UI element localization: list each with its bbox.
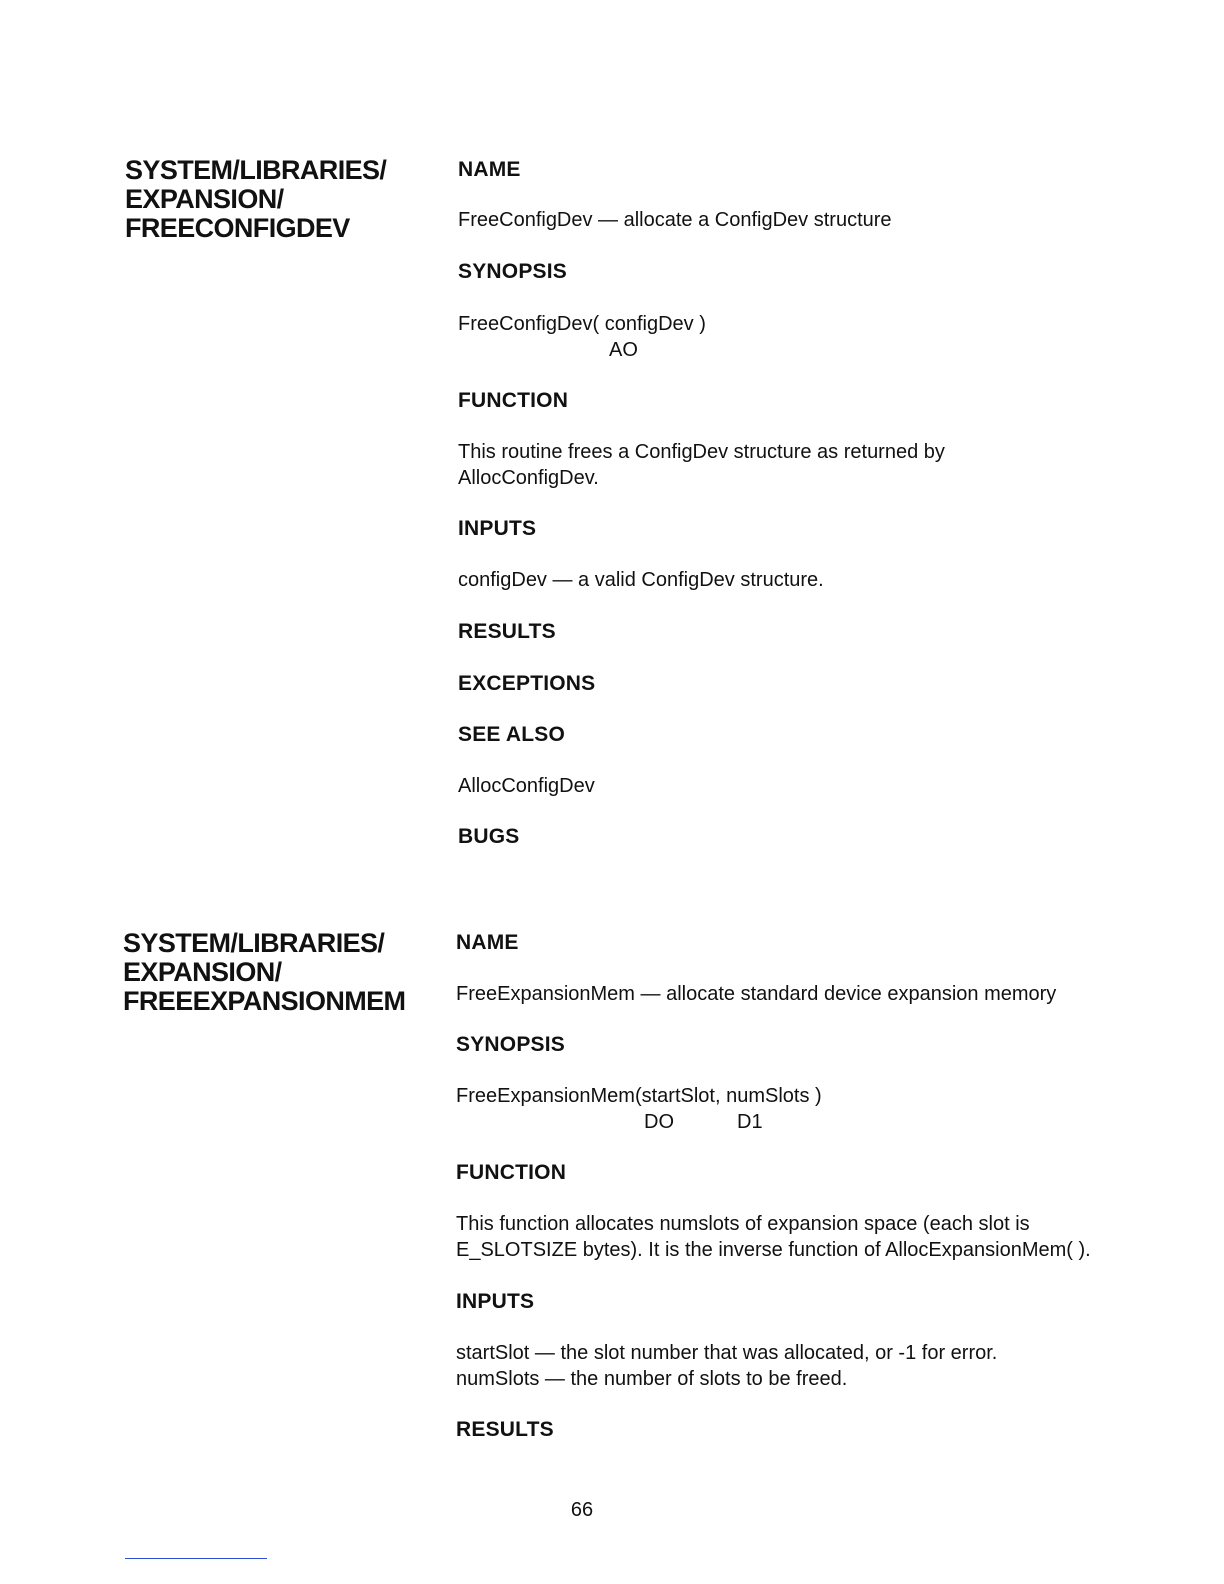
synopsis-register: D1 <box>737 1111 763 1133</box>
title-line: EXPANSION/ <box>123 957 282 987</box>
see-also-heading: SEE ALSO <box>458 723 566 746</box>
synopsis-register: AO <box>609 339 638 361</box>
page-number: 66 <box>570 1499 594 1521</box>
function-heading: FUNCTION <box>456 1161 567 1184</box>
inputs-heading: INPUTS <box>456 1290 535 1313</box>
function-line: AllocConfigDev. <box>458 467 599 489</box>
name-heading: NAME <box>456 931 519 954</box>
function-text <box>456 1211 1091 1263</box>
inputs-line: configDev — a valid ConfigDev structure. <box>458 569 824 591</box>
bugs-heading: BUGS <box>458 825 520 848</box>
synopsis-call: FreeConfigDev( configDev ) <box>458 313 706 335</box>
title-line: SYSTEM/LIBRARIES/ <box>125 155 387 185</box>
function-heading: FUNCTION <box>458 389 569 412</box>
title-line: EXPANSION/ <box>125 184 284 214</box>
entry-title-freeconfigdev <box>125 156 386 243</box>
title-line: SYSTEM/LIBRARIES/ <box>123 928 385 958</box>
inputs-text <box>456 1340 997 1392</box>
exceptions-heading: EXCEPTIONS <box>458 672 596 695</box>
function-line: This routine frees a ConfigDev structure as returned by <box>458 441 945 463</box>
name-text: FreeConfigDev — allocate a ConfigDev structure <box>458 209 892 231</box>
name-text: FreeExpansionMem — allocate standard device expansion memory <box>456 983 1057 1005</box>
name-heading: NAME <box>458 158 521 181</box>
entry-title-freeexpansionmem <box>123 929 405 1016</box>
footnote-divider <box>125 1558 267 1559</box>
title-line: FREECONFIGDEV <box>125 213 350 243</box>
inputs-heading: INPUTS <box>458 517 537 540</box>
title-line: FREEEXPANSIONMEM <box>123 986 406 1016</box>
inputs-text <box>458 567 824 593</box>
synopsis-heading: SYNOPSIS <box>456 1033 565 1056</box>
see-also-text: AllocConfigDev <box>458 775 595 797</box>
synopsis-call: FreeExpansionMem(startSlot, numSlots ) <box>456 1085 822 1107</box>
synopsis-heading: SYNOPSIS <box>458 260 567 283</box>
results-heading: RESULTS <box>458 620 556 643</box>
function-line: This function allocates numslots of expansion space (each slot is <box>456 1213 1030 1235</box>
inputs-line: numSlots — the number of slots to be freed. <box>456 1368 848 1390</box>
function-text <box>458 439 945 491</box>
results-heading: RESULTS <box>456 1418 554 1441</box>
inputs-line: startSlot — the slot number that was allocated, or -1 for error. <box>456 1342 998 1364</box>
synopsis-register: DO <box>644 1111 674 1133</box>
function-line: E_SLOTSIZE bytes). It is the inverse function of AllocExpansionMem( ). <box>456 1239 1091 1261</box>
